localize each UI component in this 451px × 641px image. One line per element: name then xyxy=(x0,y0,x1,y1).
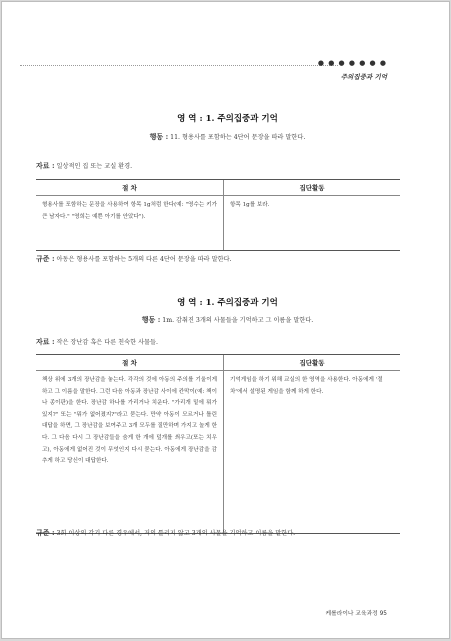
section2-criteria-text: 3회 이상의 각기 다른 경우에서, 거의 틀리지 않고 3개의 사물을 기억하고 이름을 말한다. xyxy=(54,530,296,537)
section2-materials xyxy=(36,337,158,347)
section1-behavior xyxy=(2,132,451,142)
section1-table-header xyxy=(36,180,400,196)
section1-behavior-label: 행동 : xyxy=(149,132,169,141)
chapter-title: 주의집중과 기억 xyxy=(340,73,387,81)
section2-procedure-text: 책상 위에 3개의 장난감을 놓는다. 각각의 것에 아동의 주의를 기울이게 하고 그 이름을 말한다. 그런 다음 아동과 장난감 사이에 칸막이(예: 책이나 종이판)을 한다. 장난감 하나를 가리거나 치운다. "가리개 밑에 뭐가 있지?" 또는 "뭐가 없어졌지?"라고 묻는다. 만약 아동이 모르거나 틀린 대답을 하면, 그 장난감을 보여주고 3개 모두를 질만하며 가지고 놀게 한다. 그 다음 다시 그 장난감들을 숨게 한 개에 덮개를 씌우고(또는 치우고), 아동에게 없어진 것이 무엇인지 다시 묻는다. 아동에게 장난감을 감추게 하고 당신이 대답한다. xyxy=(36,371,224,533)
section1-table xyxy=(36,179,400,251)
section1-col-group: 집단활동 xyxy=(299,184,325,192)
section2-behavior xyxy=(2,315,451,325)
section2-criteria-label: 규준 : xyxy=(36,528,55,537)
section1-behavior-text: 11. 형용사를 포함하는 4단어 문장을 따라 말한다. xyxy=(168,134,306,141)
section2-behavior-label: 행동 : xyxy=(141,315,161,324)
header-dots: ● ● ● ● ● ● ● xyxy=(317,59,387,67)
section1-table-row xyxy=(36,196,400,250)
section2-table xyxy=(36,354,400,534)
section1-area-title: 영 역 : 1. 주의집중과 기억 xyxy=(177,114,278,124)
document-page xyxy=(1,1,450,639)
section2-col-procedure: 절 차 xyxy=(36,355,224,370)
section2-criteria xyxy=(36,528,295,538)
section1-materials-label: 자료 : xyxy=(36,161,55,170)
section1-group-text: 항목 1g를 보라. xyxy=(230,202,270,208)
section1-col-procedure: 절 차 xyxy=(36,180,224,195)
section2-table-header xyxy=(36,355,400,371)
section1-materials-text: 일상적인 집 또는 교실 환경. xyxy=(54,163,133,170)
section2-group-text: 기억게임을 하기 위해 교실의 한 영역을 사용한다. 아동에게 '절차'에서 설명된 게임을 함께 하게 한다. xyxy=(230,377,383,395)
section1-procedure-text: 형용사를 포함하는 문장을 사용하여 항목 1g처럼 한다(예: "영수는 키가 큰 남자다." "영희는 예쁜 아기를 안았다"). xyxy=(36,196,224,250)
section1-criteria-text: 아동은 형용사를 포함하는 5개의 다른 4단어 문장을 따라 말한다. xyxy=(54,256,232,263)
section2-behavior-text: 1m. 감춰진 3개의 사물들을 기억하고 그 이름을 말한다. xyxy=(160,317,314,324)
section2-col-group: 집단활동 xyxy=(299,359,325,367)
section2-area-title: 영 역 : 1. 주의집중과 기억 xyxy=(177,298,278,308)
section1-criteria-label: 규준 : xyxy=(36,254,55,263)
section1-materials xyxy=(36,161,132,171)
section2-materials-text: 작은 장난감 혹은 다른 친숙한 사물들. xyxy=(54,339,158,346)
section2-materials-label: 자료 : xyxy=(36,337,55,346)
page-footer: 케롤라이나 교육과정 95 xyxy=(325,611,387,617)
header-rule xyxy=(20,65,338,66)
section1-criteria xyxy=(36,254,232,264)
section2-table-row xyxy=(36,371,400,533)
